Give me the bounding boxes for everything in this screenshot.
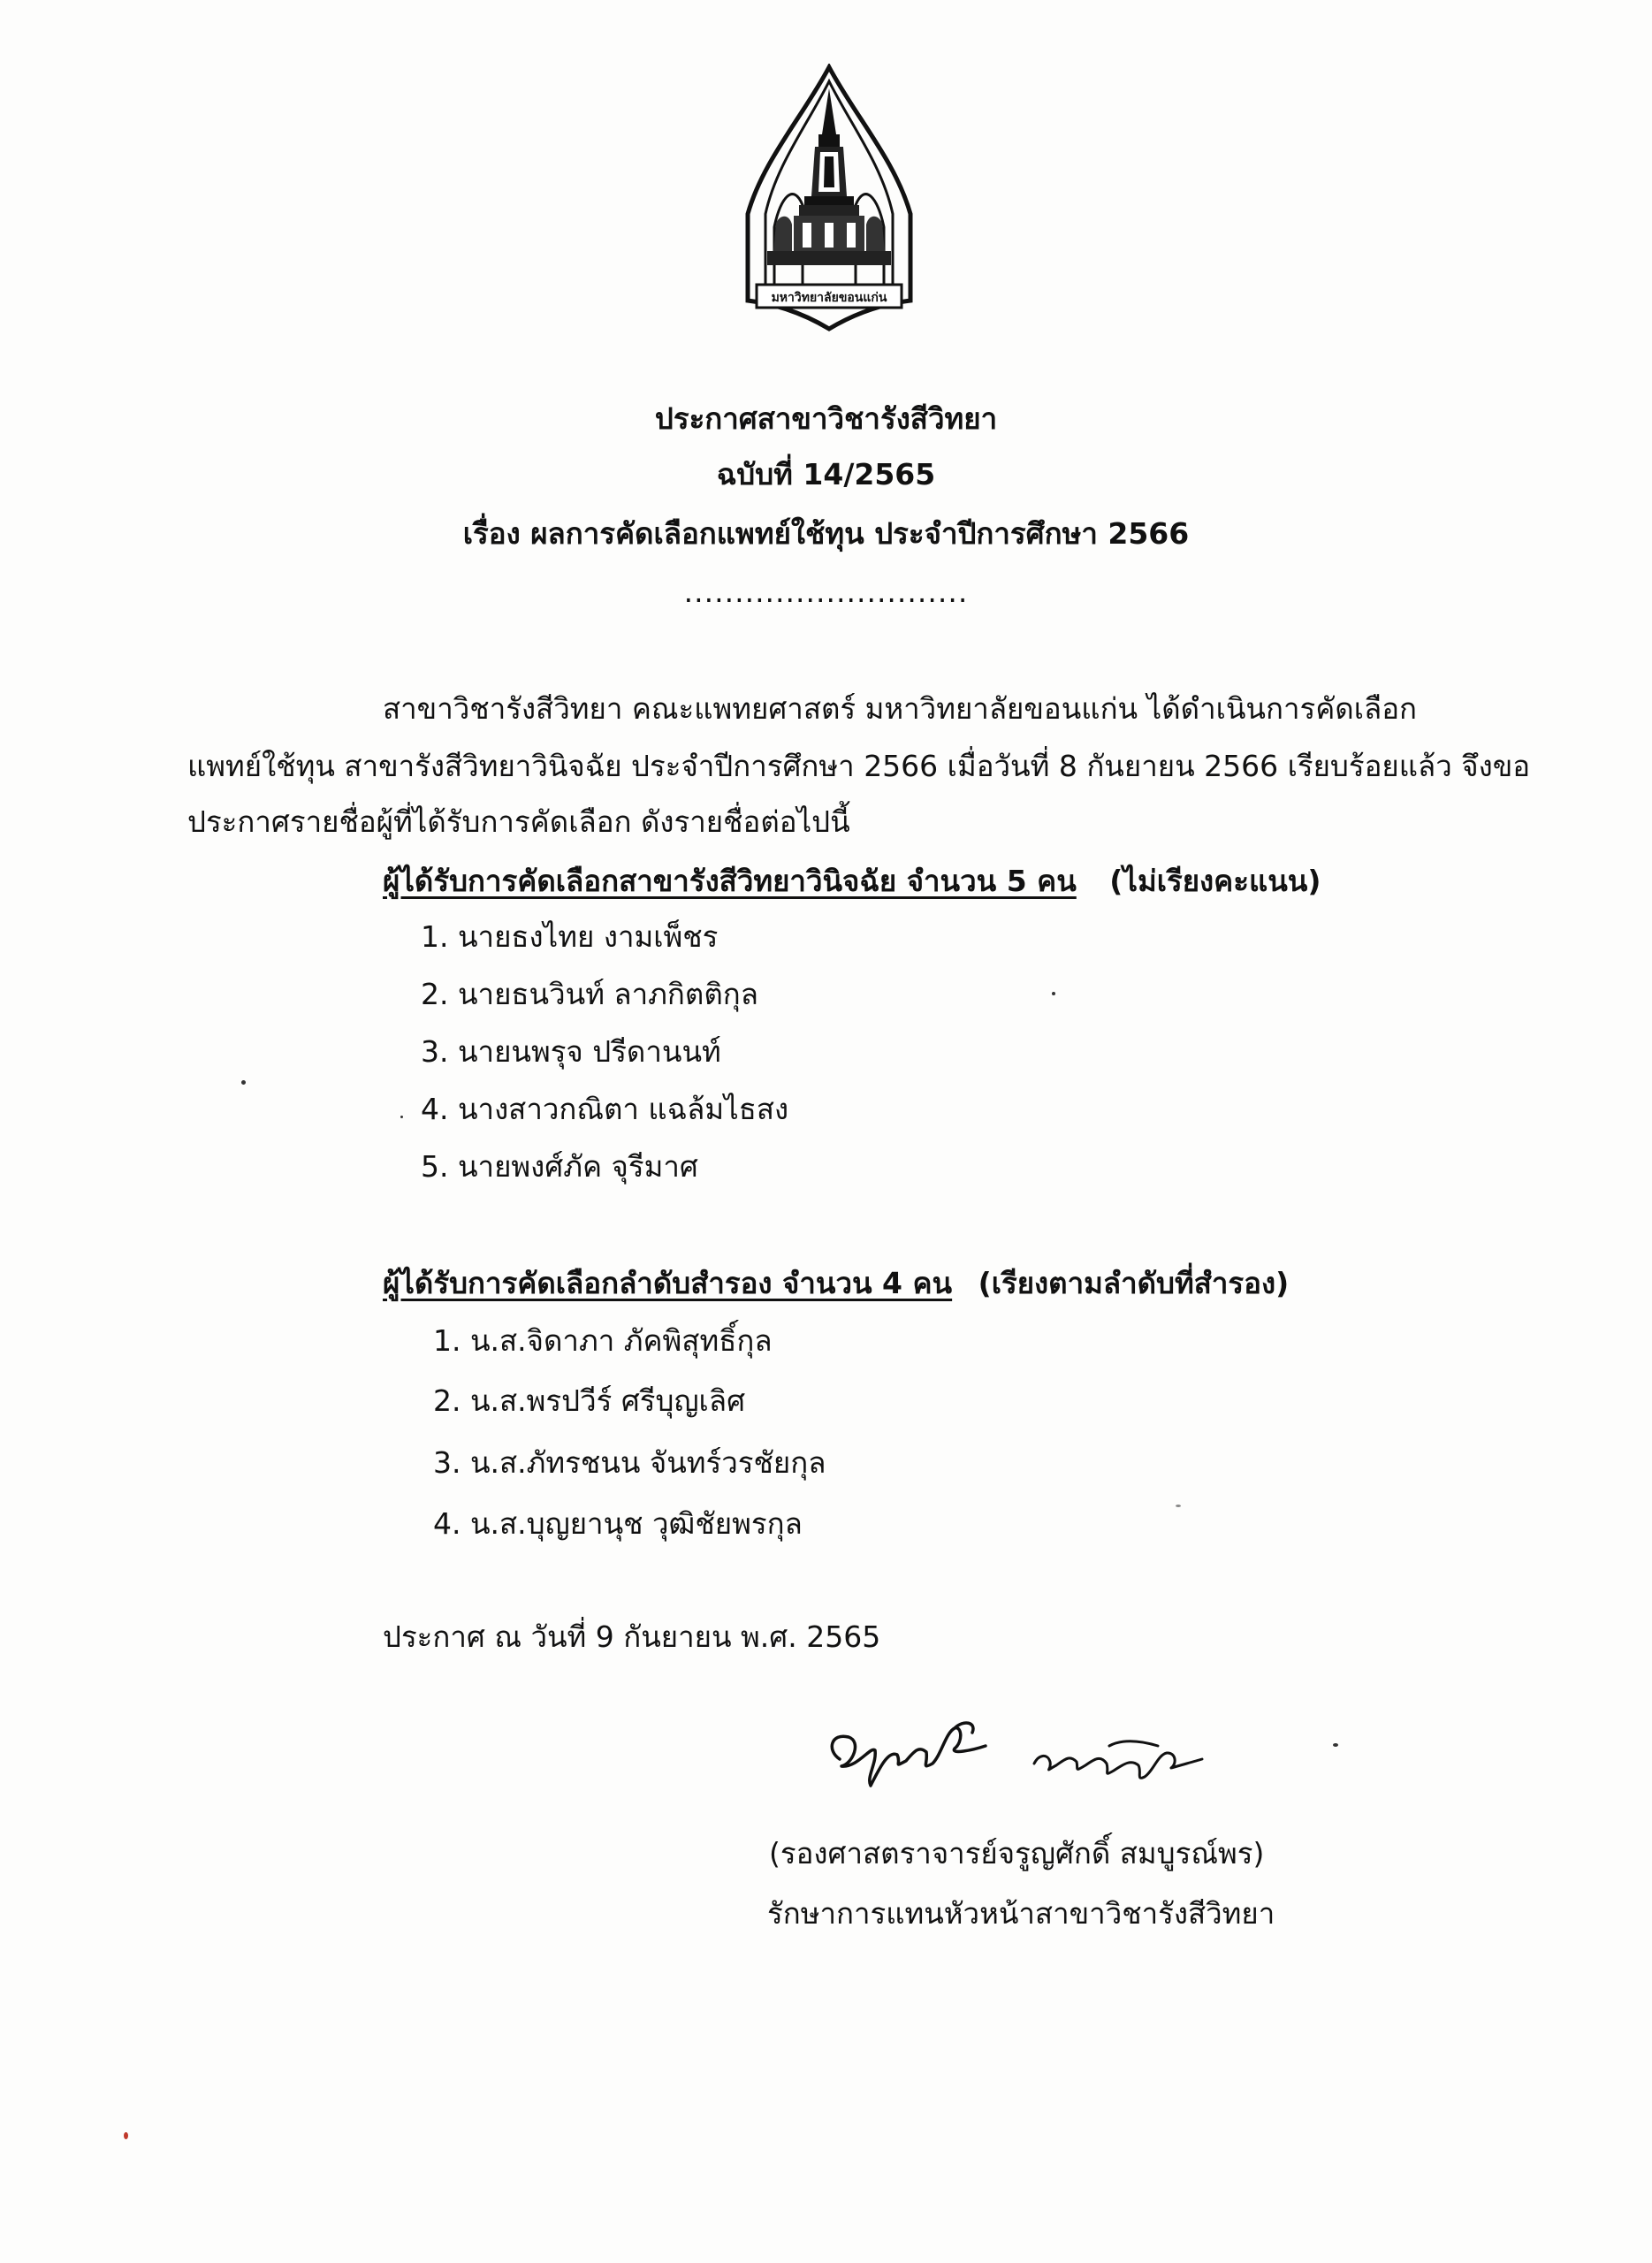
signature-2 — [1025, 1728, 1211, 1790]
reserve-item: 4. น.ส.บุญยานุช วุฒิชัยพรกุล — [433, 1506, 803, 1541]
scan-speck — [400, 1116, 403, 1118]
reserve-heading-note: (เรียงตามลำดับที่สำรอง) — [978, 1266, 1290, 1300]
intro-line-2: แพทย์ใช้ทุน สาขารังสีวิทยาวินิจฉัย ประจำปีการศึกษา 2566 เมื่อวันที่ 8 กันยายน 2566 เรียบร้อยแล้ว จึงขอ — [187, 749, 1531, 783]
selected-item: 5. นายพงศ์ภัค จุรีมาศ — [421, 1149, 698, 1184]
intro-line-1: สาขาวิชารังสีวิทยา คณะแพทยศาสตร์ มหาวิทยาลัยขอนแก่น ได้ดำเนินการคัดเลือก — [383, 691, 1418, 726]
announcement-issue: ฉบับที่ 14/2565 — [716, 457, 936, 491]
selected-item: 1. นายธงไทย งามเพ็ชร — [421, 919, 719, 954]
announcement-subject: เรื่อง ผลการคัดเลือกแพทย์ใช้ทุน ประจำปีการศึกษา 2566 — [462, 516, 1190, 551]
header-divider: ............................ — [683, 575, 969, 609]
scan-speck — [1333, 1743, 1338, 1747]
khon-kaen-university-seal-icon — [741, 64, 917, 333]
selected-item: 2. นายธนวินท์ ลาภกิตติกุล — [421, 977, 758, 1011]
signatory-position: รักษาการแทนหัวหน้าสาขาวิชารังสีวิทยา — [767, 1896, 1275, 1931]
reserve-item: 2. น.ส.พรปวีร์ ศรีบุญเลิศ — [433, 1383, 746, 1418]
scan-speck — [1052, 992, 1055, 995]
signature-1 — [822, 1715, 1034, 1794]
selected-heading-text: ผู้ได้รับการคัดเลือกสาขารังสีวิทยาวินิจฉัย จำนวน 5 คน — [383, 864, 1077, 898]
selected-item: 3. นายนพรุจ ปรีดานนท์ — [421, 1034, 721, 1069]
scan-speck — [1176, 1505, 1181, 1507]
reserve-item: 1. น.ส.จิดาภา ภัคพิสุทธิ์กุล — [433, 1323, 773, 1358]
intro-line-3: ประกาศรายชื่อผู้ที่ได้รับการคัดเลือก ดังรายชื่อต่อไปนี้ — [187, 804, 850, 839]
announcement-date: ประกาศ ณ วันที่ 9 กันยายน พ.ศ. 2565 — [383, 1619, 881, 1654]
announcement-title: ประกาศสาขาวิชารังสีวิทยา — [654, 401, 998, 436]
selected-heading-note: (ไม่เรียงคะแนน) — [1109, 864, 1321, 898]
scan-speck — [241, 1080, 246, 1085]
selected-heading — [383, 862, 1321, 901]
reserve-item: 3. น.ส.ภัทรชนน จันทร์วรชัยกุล — [433, 1445, 826, 1480]
signatory-name: (รองศาสตราจารย์จรูญศักดิ์ สมบูรณ์พร) — [769, 1836, 1265, 1871]
reserve-heading-text: ผู้ได้รับการคัดเลือกลำดับสำรอง จำนวน 4 คน — [383, 1266, 953, 1300]
selected-item: 4. นางสาวกณิตา แฉล้มไธสง — [421, 1092, 789, 1126]
scan-speck — [124, 2132, 128, 2139]
seal-caption: มหาวิทยาลัยขอนแก่น — [771, 291, 887, 305]
reserve-heading — [383, 1264, 1289, 1303]
university-seal — [741, 64, 917, 333]
